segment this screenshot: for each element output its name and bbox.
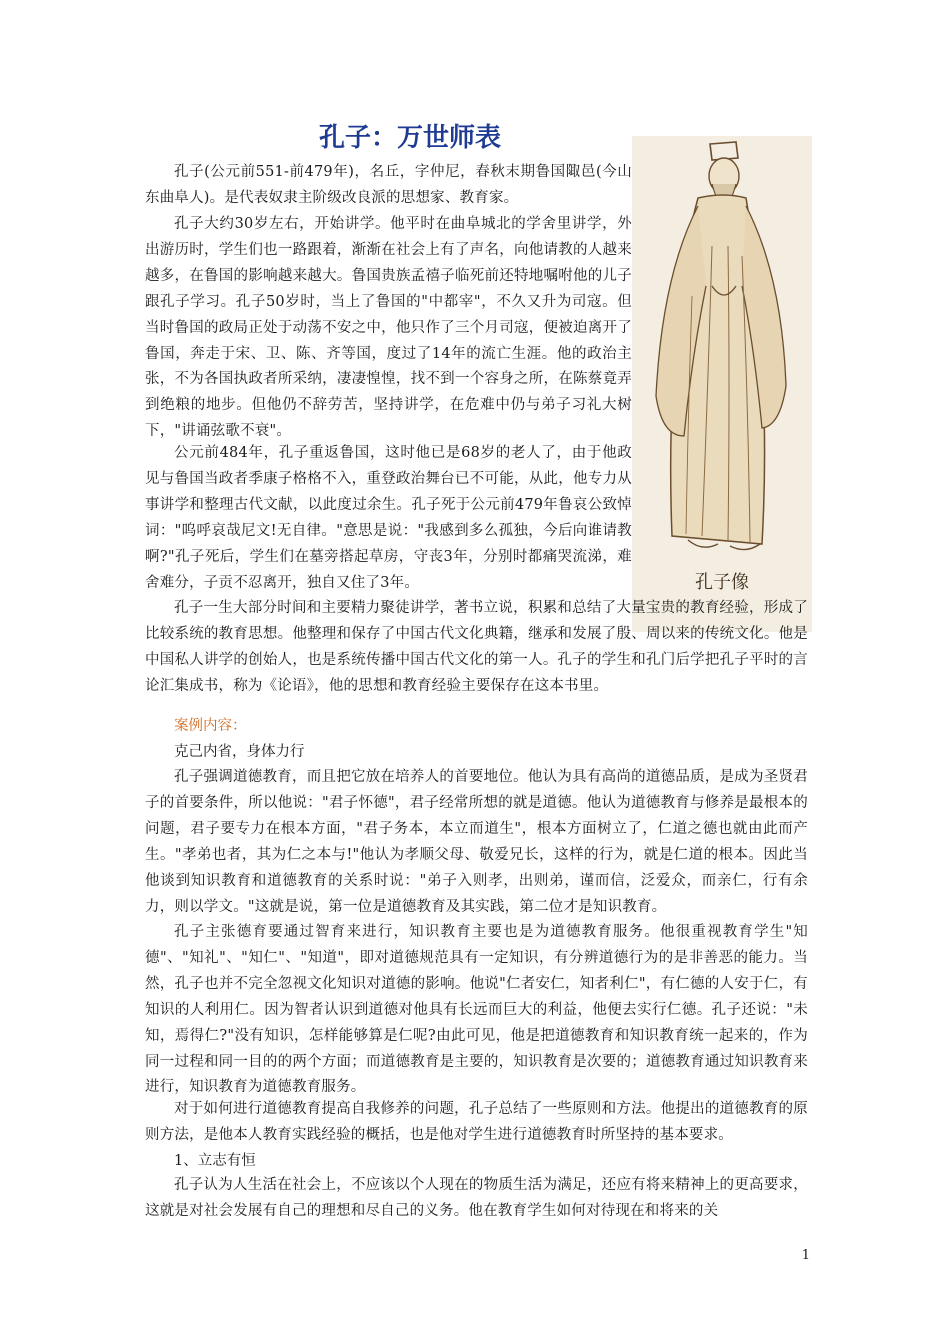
- biography-paragraph: 孔子大约30岁左右，开始讲学。他平时在曲阜城北的学舍里讲学，外出游历时，学生们也一路跟着，渐渐在社会上有了声名，向他请教的人越来越多，在鲁国的影响越来越大。鲁国贵族孟禧子临死前还特地嘱咐他的儿子跟孔子学习。孔子50岁时，当上了鲁国的"中都宰"，不久又升为司寇。但当时鲁国的政局正处于动荡不安之中，他只作了三个月司寇，便被迫离开了鲁国，奔走于宋、卫、陈、齐等国，度过了14年的流亡生涯。他的政治主张，不为各国执政者所采纳，凄凄惶惶，找不到一个容身之所，在陈蔡竟弄到绝粮的地步。但他仍不辞劳苦，坚持讲学，在危难中仍与弟子习礼大树下，"讲诵弦歌不衰"。: [145, 216, 632, 440]
- item-heading: 1、立志有恒: [174, 1153, 256, 1169]
- knowledge-education-paragraph: 孔子主张德育要通过智育来进行，知识教育主要也是为道德教育服务。他很重视教育学生"知德"、"知礼"、"知仁"、"知道"，即对道德规范具有一定知识，有分辨道德行为的是非善恶的能力。当然，孔子也并不完全忽视文化知识对道德的影响。他说"仁者安仁，知者利仁"，有仁德的人安于仁，有知识的人利用仁。因为智者认识到道德对他具有长远而巨大的利益，他便去实行仁德。孔子还说："未知，焉得仁?"没有知识，怎样能够算是仁呢?由此可见，他是把道德教育和知识教育统一起来的，作为同一过程和同一目的的两个方面；而道德教育是主要的，知识教育是次要的；道德教育通过知识教育来进行，知识教育为道德教育服务。: [145, 924, 808, 1096]
- page-title: 孔子：万世师表: [318, 123, 501, 153]
- case-content-label: 案例内容：: [174, 718, 247, 734]
- moral-education-paragraph: 孔子强调道德教育，而且把它放在培养人的首要地位。他认为具有高尚的道德品质，是成为圣贤君子的首要条件，所以他说："君子怀德"，君子经常所想的就是道德。他认为道德教育与修养是最根本的问题，君子要专力在根本方面，"君子务本，本立而道生"，根本方面树立了，仁道之德也就由此而产生。"孝弟也者，其为仁之本与!"他认为孝顺父母、敬爱兄长，这样的行为，就是仁道的根本。因此当他谈到知识教育和道德教育的关系时说："弟子入则孝，出则弟，谨而信，泛爱众，而亲仁，行有余力，则以学文。"这就是说，第一位是道德教育及其实践，第二位才是知识教育。: [145, 769, 808, 915]
- page-number: 1: [801, 1248, 810, 1263]
- confucius-portrait-image: [632, 136, 812, 632]
- portrait-caption: 孔子像: [695, 572, 749, 593]
- confucius-portrait-drawing: [632, 136, 812, 632]
- later-life-paragraph: 公元前484年，孔子重返鲁国，这时他已是68岁的老人了，由于他政见与鲁国当政者季康子格格不入，重登政治舞台已不可能，从此，他专力从事讲学和整理古代文献，以此度过余生。孔子死于公元前479年鲁哀公致悼词："呜呼哀哉尼文!无自律。"意思是说："我感到多么孤独，今后向谁请教啊?"孔子死后，学生们在墓旁搭起草房，守丧3年，分别时都痛哭流涕，难舍难分，子贡不忍离开，独自又住了3年。: [145, 445, 632, 591]
- section-heading: 克己内省，身体力行: [174, 744, 305, 760]
- legacy-paragraph: 孔子一生大部分时间和主要精力聚徒讲学，著书立说，积累和总结了大量宝贵的教育经验，形成了比较系统的教育思想。他整理和保存了中国古代文化典籍，继承和发展了殷、周以来的传统文化。他是中国私人讲学的创始人，也是系统传播中国古代文化的第一人。孔子的学生和孔门后学把孔子平时的言论汇集成书，称为《论语》，他的思想和教育经验主要保存在这本书里。: [145, 600, 808, 694]
- intro-paragraph: 孔子(公元前551-前479年)，名丘，字仲尼，春秋末期鲁国陬邑(今山东曲阜人)。是代表奴隶主阶级改良派的思想家、教育家。: [145, 164, 632, 206]
- aspiration-paragraph: 孔子认为人生活在社会上，不应该以个人现在的物质生活为满足，还应有将来精神上的更高要求，这就是对社会发展有自己的理想和尽自己的义务。他在教育学生如何对待现在和将来的关: [145, 1177, 808, 1219]
- principles-paragraph: 对于如何进行道德教育提高自我修养的问题，孔子总结了一些原则和方法。他提出的道德教育的原则方法，是他本人教育实践经验的概括，也是他对学生进行道德教育时所坚持的基本要求。: [145, 1101, 808, 1143]
